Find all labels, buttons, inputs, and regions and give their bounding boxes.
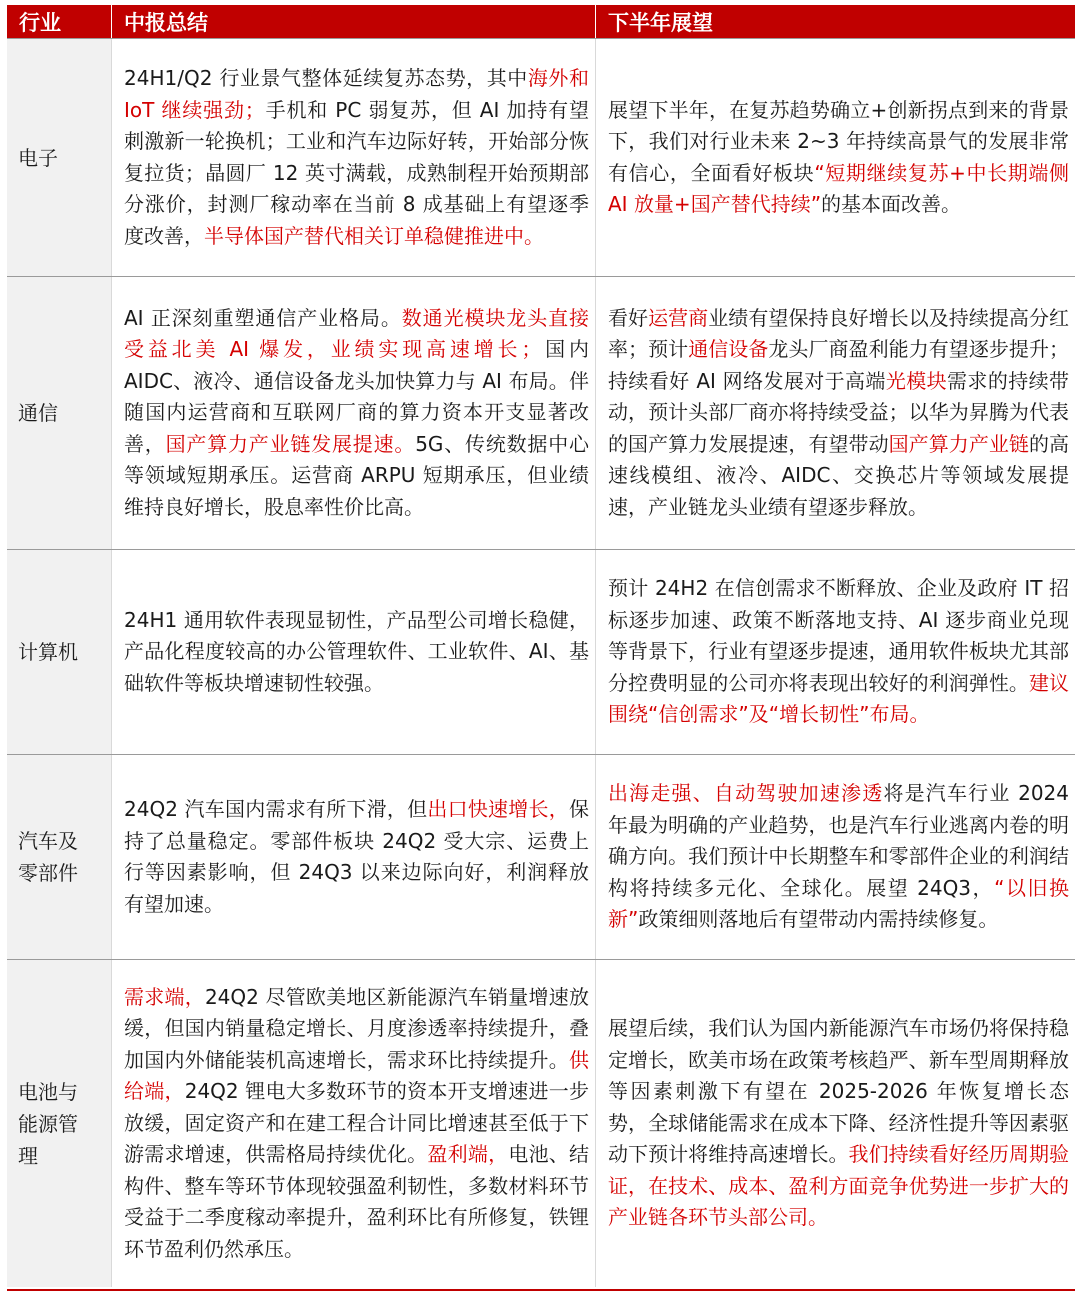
header-outlook: 下半年展望 [608, 10, 713, 35]
body-text: 手机和 PC 弱复苏，但 AI 加持有望刺激新一轮换机；工业和汽车边际好转，开始部分恢复拉货；晶圆厂 12 英寸满载，成熟制程开始预期部分涨价，封测厂稼动率在当前 8 成基础上有望逐季度改善， [124, 97, 589, 248]
body-text: 需求的持续带动，预计头部厂商亦将持续受益；以华为昇腾为代表的国产算力发展提速，有望带动 [608, 368, 1070, 456]
outlook-cell [596, 550, 1075, 754]
summary-cell [112, 39, 596, 276]
highlight-text: “短期继续复苏+中长期端侧 AI 放量+国产替代持续” [608, 160, 1069, 216]
table-row [7, 276, 1075, 549]
highlight-text: 海外和 IoT 继续强劲； [124, 66, 589, 122]
highlight-text: 建议围绕“信创需求”及“增长韧性”布局。 [608, 670, 1070, 727]
table-row [7, 754, 1075, 959]
industry-label: 通信 [7, 277, 112, 549]
header-summary: 中报总结 [112, 5, 596, 38]
highlight-text: 光模块 [885, 368, 948, 393]
highlight-text: 我们持续看好经历周期验证，在技术、成本、盈利方面竞争优势进一步扩大的产业链各环节头部公司。 [608, 1142, 1070, 1230]
header-industry: 行业 [7, 5, 112, 38]
body-text: 的高速线模组、液冷、AIDC、交换芯片等领域发展提速，产业链龙头业绩有望逐步释放。 [608, 431, 1070, 519]
industry-label: 汽车及零部件 [7, 755, 112, 959]
highlight-text: 半导体国产替代相关订单稳健推进中。 [204, 223, 544, 248]
body-text: 保持了总量稳定。零部件板块 24Q2 受大宗、运费上行等因素影响，但 24Q3 以来边际向好，利润释放有望加速。 [124, 797, 589, 916]
summary-cell [112, 550, 596, 754]
body-text: 24H1/Q2 行业景气整体延续复苏态势，其中 [124, 66, 528, 90]
highlight-text: 出海走强、自动驾驶加速渗透 [608, 781, 884, 806]
outlook-cell [596, 960, 1075, 1287]
industry-label: 计算机 [7, 550, 112, 754]
summary-cell [112, 960, 596, 1287]
body-text: 将是汽车行业 2024 年最为明确的产业趋势，也是汽车行业逃离内卷的明确方向。我们预计中长期整车和零部件企业的利润结构将持续多元化、全球化。展望 24Q3， [608, 781, 1070, 900]
table-row [7, 549, 1075, 754]
industry-label: 电子 [7, 39, 112, 276]
body-text: 5G、传统数据中心等领域短期承压。运营商 ARPU 短期承压，但业绩维持良好增长，股息率性价比高。 [124, 431, 590, 519]
table-row [7, 959, 1075, 1287]
body-text: 电池、结构件、整车等环节体现较强盈利韧性，多数材料环节受益于二季度稼动率提升，盈利环比有所修复，铁锂环节盈利仍然承压。 [124, 1142, 590, 1261]
body-text: 24H1 通用软件表现显韧性，产品型公司增长稳健，产品化程度较高的办公管理软件、工业软件、AI、基础软件等板块增速韧性较强。 [124, 607, 589, 695]
outlook-cell [596, 277, 1075, 549]
body-text: 业绩有望保持良好增长以及持续提高分红率；预计 [608, 305, 1070, 362]
body-text: 国内 AIDC、液冷、通信设备龙头加快算力与 AI 布局。伴随国内运营商和互联网厂商的算力资本开支显著改善， [124, 337, 590, 456]
body-text: 24Q2 尽管欧美地区新能源汽车销量增速放缓，但国内销量稳定增长、月度渗透率持续提升，叠加国内外储能装机高速增长，需求环比持续提升。 [124, 984, 590, 1072]
body-text: 24Q2 汽车国内需求有所下滑，但 [124, 797, 428, 821]
highlight-text: 需求端， [124, 984, 205, 1009]
body-text: 展望后续，我们认为国内新能源汽车市场仍将保持稳定增长，欧美市场在政策考核趋严、新车型周期释放等因素刺激下有望在 2025-2026 年恢复增长态势，全球储能需求在成本下降、经济性提升等因素驱动下预计将维持高速增长。 [608, 1016, 1069, 1167]
body-text: 龙头厂商盈利能力有望逐步提升；持续看好 AI 网络发展对于高端 [608, 337, 1070, 393]
highlight-text: 通信设备 [688, 337, 769, 362]
highlight-text: 出口快速增长， [427, 797, 569, 821]
body-text: 的基本面改善。 [821, 192, 962, 216]
outlook-cell [596, 755, 1075, 959]
summary-cell [112, 755, 596, 959]
body-text: 展望下半年，在复苏趋势确立+创新拐点到来的背景下，我们对行业未来 2~3 年持续高景气的发展非常有信心，全面看好板块 [608, 97, 1069, 185]
summary-cell [112, 277, 596, 549]
outlook-cell [596, 39, 1075, 276]
industry-label: 电池与能源管理 [7, 960, 112, 1287]
table-row [7, 38, 1075, 276]
highlight-text: “以旧换新” [608, 875, 1069, 932]
highlight-text: 国产算力产业链 [888, 431, 1029, 456]
table-header [7, 5, 1075, 38]
highlight-text: 数通光模块龙头直接受益北美 AI 爆发，业绩实现高速增长； [124, 305, 590, 362]
highlight-text: 运营商 [648, 305, 709, 330]
body-text: AI 正深刻重塑通信产业格局。 [124, 305, 402, 330]
body-text: 政策细则落地后有望带动内需持续修复。 [638, 907, 999, 932]
highlight-text: 供给端， [124, 1047, 589, 1104]
body-text: 24Q2 锂电大多数环节的资本开支增速进一步放缓，固定资产和在建工程合计同比增速甚至低于下游需求增速，供需格局持续优化。 [124, 1079, 590, 1167]
bottom-rule [7, 1289, 1075, 1291]
body-text: 看好 [608, 305, 649, 330]
highlight-text: 盈利端， [427, 1142, 509, 1167]
body-text: 预计 24H2 在信创需求不断释放、企业及政府 IT 招标逐步加速、政策不断落地支持、AI 逐步商业兑现等背景下，行业有望逐步提速，通用软件板块尤其部分控费明显的公司亦将表现出较好的利润弹性。 [608, 576, 1069, 695]
highlight-text: 国产算力产业链发展提速。 [165, 431, 416, 456]
industry-table [7, 5, 1075, 1287]
